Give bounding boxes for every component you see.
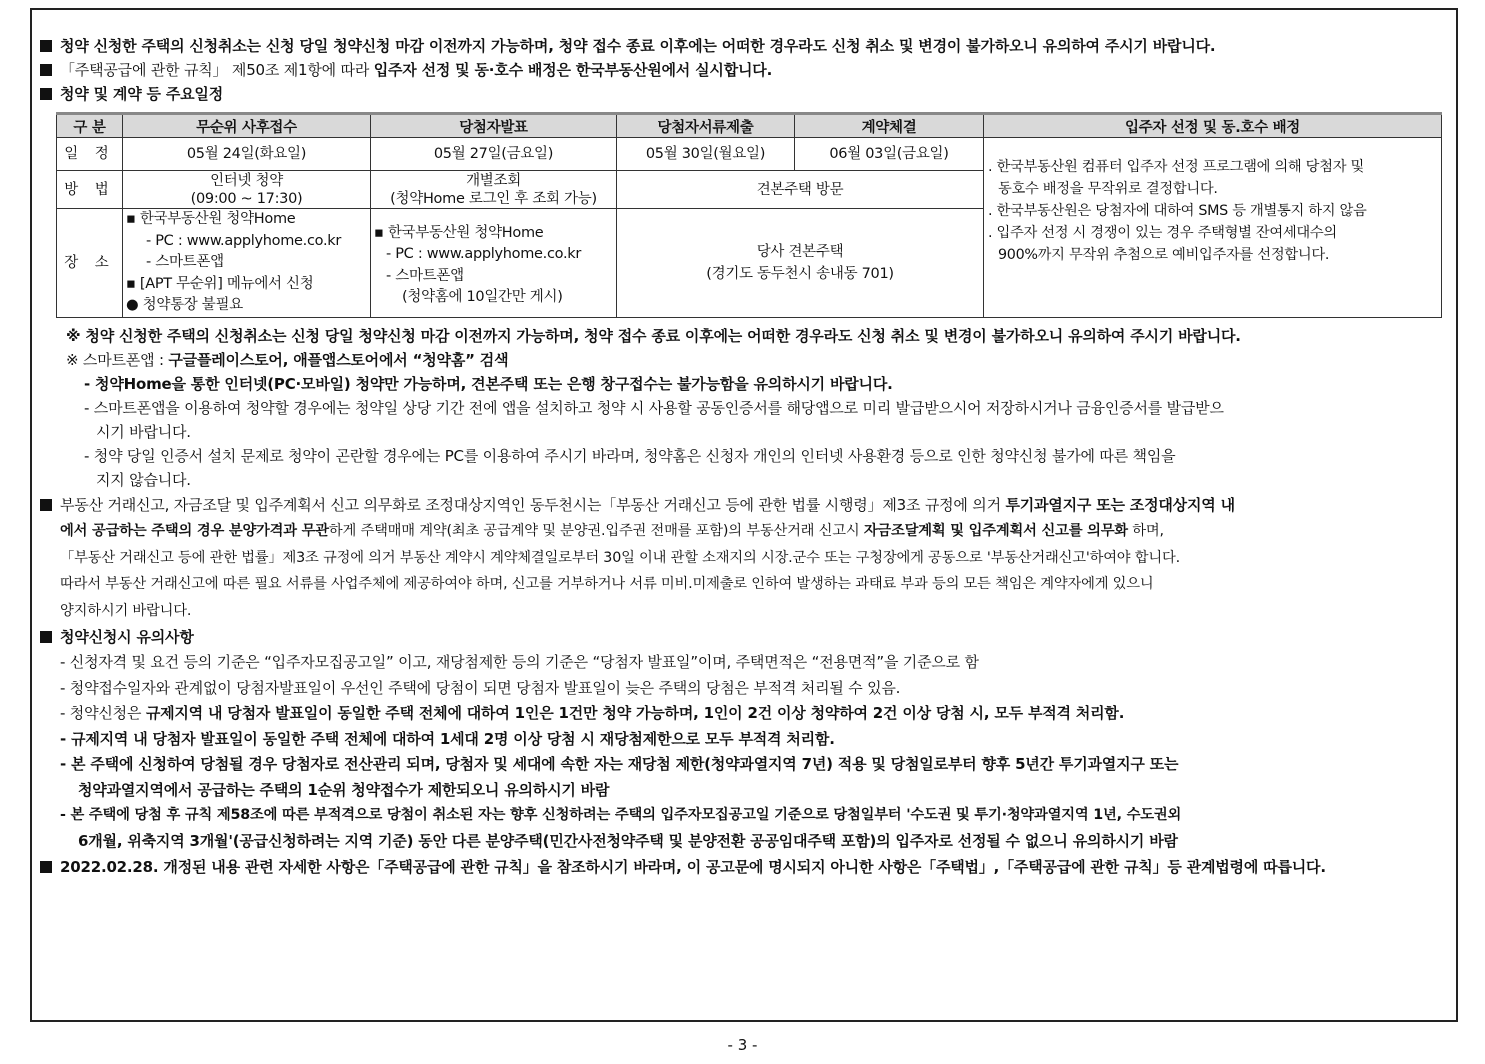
assignment-note-3: . 입주자 선정 시 경쟁이 있는 경우 주택형별 잔여세대수의 — [988, 225, 1337, 241]
caution-1: - 신청자격 및 요건 등의 기준은 “입주자모집공고일” 이고, 재당첨제한 등의 기준은 “당첨자 발표일”이며, 주택면적은 “전용면적”을 기준으로 함 — [60, 653, 979, 671]
note-certificate: - 스마트폰앱을 이용하여 청약할 경우에는 청약일 상당 기간 전에 앱을 설치하고 청약 시 사용할 공동인증서를 해당앱으로 미리 발급받으시어 저장하시거나 금융인증서를 발급받으 — [84, 398, 1224, 417]
header-announcement: 당첨자발표 — [371, 114, 617, 138]
schedule-table — [56, 112, 1442, 318]
square-bullet-icon — [40, 88, 52, 100]
document-content — [40, 34, 1452, 880]
assignment-note-1: . 한국부동산원 컴퓨터 입주자 선정 프로그램에 의해 당첨자 및 — [988, 159, 1364, 175]
caution-2: - 청약접수일자와 관계없이 당첨자발표일이 우선인 주택에 당첨이 되면 당첨자 발표일이 늦은 주택의 당첨은 부적격 처리될 수 있음. — [60, 678, 901, 697]
note-cancel: ※ 청약 신청한 주택의 신청취소는 신청 당일 청약신청 마감 이전까지 가능하며, 청약 접수 종료 이후에는 어떠한 경우라도 신청 취소 및 변경이 불가하오니 유의하여 주시기 바랍니다. — [66, 326, 1241, 345]
page-number: - 3 - — [727, 1036, 758, 1054]
date-announcement: 05월 27일(금요일) — [371, 138, 617, 171]
caution-5: - 본 주택에 신청하여 당첨될 경우 당첨자로 전산관리 되며, 당첨자 및 세대에 속한 자는 재당첨 제한(청약과열지역 7년) 적용 및 당첨일로부터 향후 5년간 투기과열지구 또는 — [60, 755, 1179, 773]
document-frame — [30, 8, 1458, 1022]
method-application: 인터넷 청약 (09:00 ~ 17:30) — [123, 171, 371, 209]
header-category: 구 분 — [57, 114, 123, 138]
place-announcement: ▪ 한국부동산원 청약Home - PC : www.applyhome.co.kr - 스마트폰앱 (청약홈에 10일간만 게시) — [371, 209, 617, 318]
date-contract: 06월 03일(금요일) — [795, 138, 984, 171]
date-application: 05월 24일(화요일) — [123, 138, 371, 171]
small-square-bullet-icon: ▪ — [126, 275, 140, 292]
row-label-method: 방 법 — [57, 171, 123, 209]
realestate-line-4: 따라서 부동산 거래신고에 따른 필요 서류를 사업주체에 제공하여야 하며, 신고를 거부하거나 서류 미비.미제출로 인하여 발생하는 과태료 부과 등의 모든 책임은 계약자에게 있으니 — [60, 576, 1154, 592]
header-application: 무순위 사후접수 — [123, 114, 371, 138]
small-square-bullet-icon: ▪ — [126, 211, 140, 227]
row-label-date: 일 정 — [57, 138, 123, 171]
square-bullet-icon — [40, 631, 52, 643]
caution-4: - 규제지역 내 당첨자 발표일이 동일한 주택 전체에 대하여 1세대 2명 이상 당첨 시 재당첨제한으로 모두 부적격 처리함. — [60, 729, 835, 748]
assignment-note-1b: 동호수 배정을 무작위로 결정합니다. — [998, 181, 1218, 197]
note-online-only: - 청약Home을 통한 인터넷(PC·모바일) 청약만 가능하며, 견본주택 또는 은행 창구접수는 불가능함을 유의하시기 바랍니다. — [84, 374, 893, 393]
place-model-house: 당사 견본주택 (경기도 동두천시 송내동 701) — [617, 209, 984, 318]
realestate-line-2: 에서 공급하는 주택의 경우 분양가격과 무관하게 주택매매 계약(최초 공급계약 및 분양권.입주권 전매를 포함)의 부동산거래 신고시 자금조달계획 및 입주계획서 신고를 의무화 하며, — [60, 523, 1164, 539]
square-bullet-icon — [40, 64, 52, 76]
date-documents: 05월 30일(월요일) — [617, 138, 795, 171]
note-certificate-cont: 시기 바랍니다. — [96, 422, 191, 441]
assignment-note-3b: 900%까지 무작위 추첨으로 예비입주자를 선정합니다. — [998, 247, 1330, 263]
method-announcement: 개별조회 (청약Home 로그인 후 조회 가능) — [371, 171, 617, 209]
schedule-header-row — [57, 114, 1442, 138]
circle-bullet-icon: ● — [126, 297, 143, 313]
small-square-bullet-icon: ▪ — [374, 224, 388, 241]
realestate-line-1: 부동산 거래신고, 자금조달 및 입주계획서 신고 의무화로 조정대상지역인 동두천시는「부동산 거래신고 등에 관한 법률 시행령」제3조 규정에 의거 투기과열지구 또는 조정대상지역 내 — [40, 492, 1452, 519]
realestate-line-3: 「부동산 거래신고 등에 관한 법률」제3조 규정에 의거 부동산 계약시 계약체결일로부터 30일 이내 관할 소재지의 시장.군수 또는 구청장에게 공동으로 '부동산거래신고'하여야 합니다. — [60, 549, 1180, 566]
row-label-place: 장 소 — [57, 209, 123, 318]
square-bullet-icon — [40, 499, 52, 511]
assignment-notes — [984, 138, 1442, 318]
note-installation-cont: 지지 않습니다. — [96, 470, 191, 489]
intro-cancel-notice: 청약 신청한 주택의 신청취소는 신청 당일 청약신청 마감 이전까지 가능하며, 청약 접수 종료 이후에는 어떠한 경우라도 신청 취소 및 변경이 불가하오니 유의하여 주시기 바랍니다. — [40, 34, 1452, 58]
schedule-heading: 청약 및 계약 등 주요일정 — [40, 82, 1452, 106]
method-visit: 견본주택 방문 — [617, 171, 984, 209]
place-application: ▪ 한국부동산원 청약Home - PC : www.applyhome.co.kr - 스마트폰앱 ▪ [APT 무순위] 메뉴에서 신청 ● 청약통장 불필요 — [123, 209, 371, 318]
caution-6: - 본 주택에 당첨 후 규칙 제58조에 따른 부적격으로 당첨이 취소된 자는 향후 신청하려는 주택의 입주자모집공고일 기준으로 당첨일부터 '수도권 및 투기·청약과열지역 1년, 수도권외 — [60, 807, 1182, 823]
caution-6-cont: 6개월, 위축지역 3개월'(공급신청하려는 지역 기준) 동안 다른 분양주택(민간사전청약주택 및 분양전환 공공임대주택 포함)의 입주자로 선정될 수 없으니 유의하시기 바람 — [78, 831, 1178, 850]
square-bullet-icon — [40, 40, 52, 52]
square-bullet-icon — [40, 861, 52, 873]
assignment-note-2: . 한국부동산원은 당첨자에 대하여 SMS 등 개별통지 하지 않음 — [988, 203, 1367, 219]
header-assignment: 입주자 선정 및 동.호수 배정 — [984, 114, 1442, 138]
intro-rule-notice: 「주택공급에 관한 규칙」 제50조 제1항에 따라 입주자 선정 및 동·호수 배정은 한국부동산원에서 실시합니다. — [40, 58, 1452, 82]
schedule-date-row — [57, 138, 1442, 171]
header-contract: 계약체결 — [795, 114, 984, 138]
caution-3: - 청약신청은 규제지역 내 당첨자 발표일이 동일한 주택 전체에 대하여 1인은 1건만 청약 가능하며, 1인이 2건 이상 청약하여 2건 이상 당첨 시, 모두 부적격 처리함. — [60, 704, 1125, 722]
realestate-line-5: 양지하시기 바랍니다. — [60, 602, 192, 619]
note-installation: - 청약 당일 인증서 설치 문제로 청약이 곤란할 경우에는 PC를 이용하여 주시기 바라며, 청약홈은 신청자 개인의 인터넷 사용환경 등으로 인한 청약신청 불가에 따른 책임을 — [84, 446, 1176, 465]
caution-heading: 청약신청시 유의사항 — [40, 624, 1452, 650]
header-documents: 당첨자서류제출 — [617, 114, 795, 138]
note-smartphone-app: ※ 스마트폰앱 : 구글플레이스토어, 애플앱스토어에서 “청약홈” 검색 — [66, 350, 509, 369]
final-notice: 2022.02.28. 개정된 내용 관련 자세한 사항은「주택공급에 관한 규칙」을 참조하시기 바라며, 이 공고문에 명시되지 아니한 사항은「주택법」,「주택공급에 관한 규칙」등 관계법령에 따릅니다. — [40, 854, 1452, 880]
caution-5-cont: 청약과열지역에서 공급하는 주택의 1순위 청약접수가 제한되오니 유의하시기 바람 — [78, 780, 610, 799]
